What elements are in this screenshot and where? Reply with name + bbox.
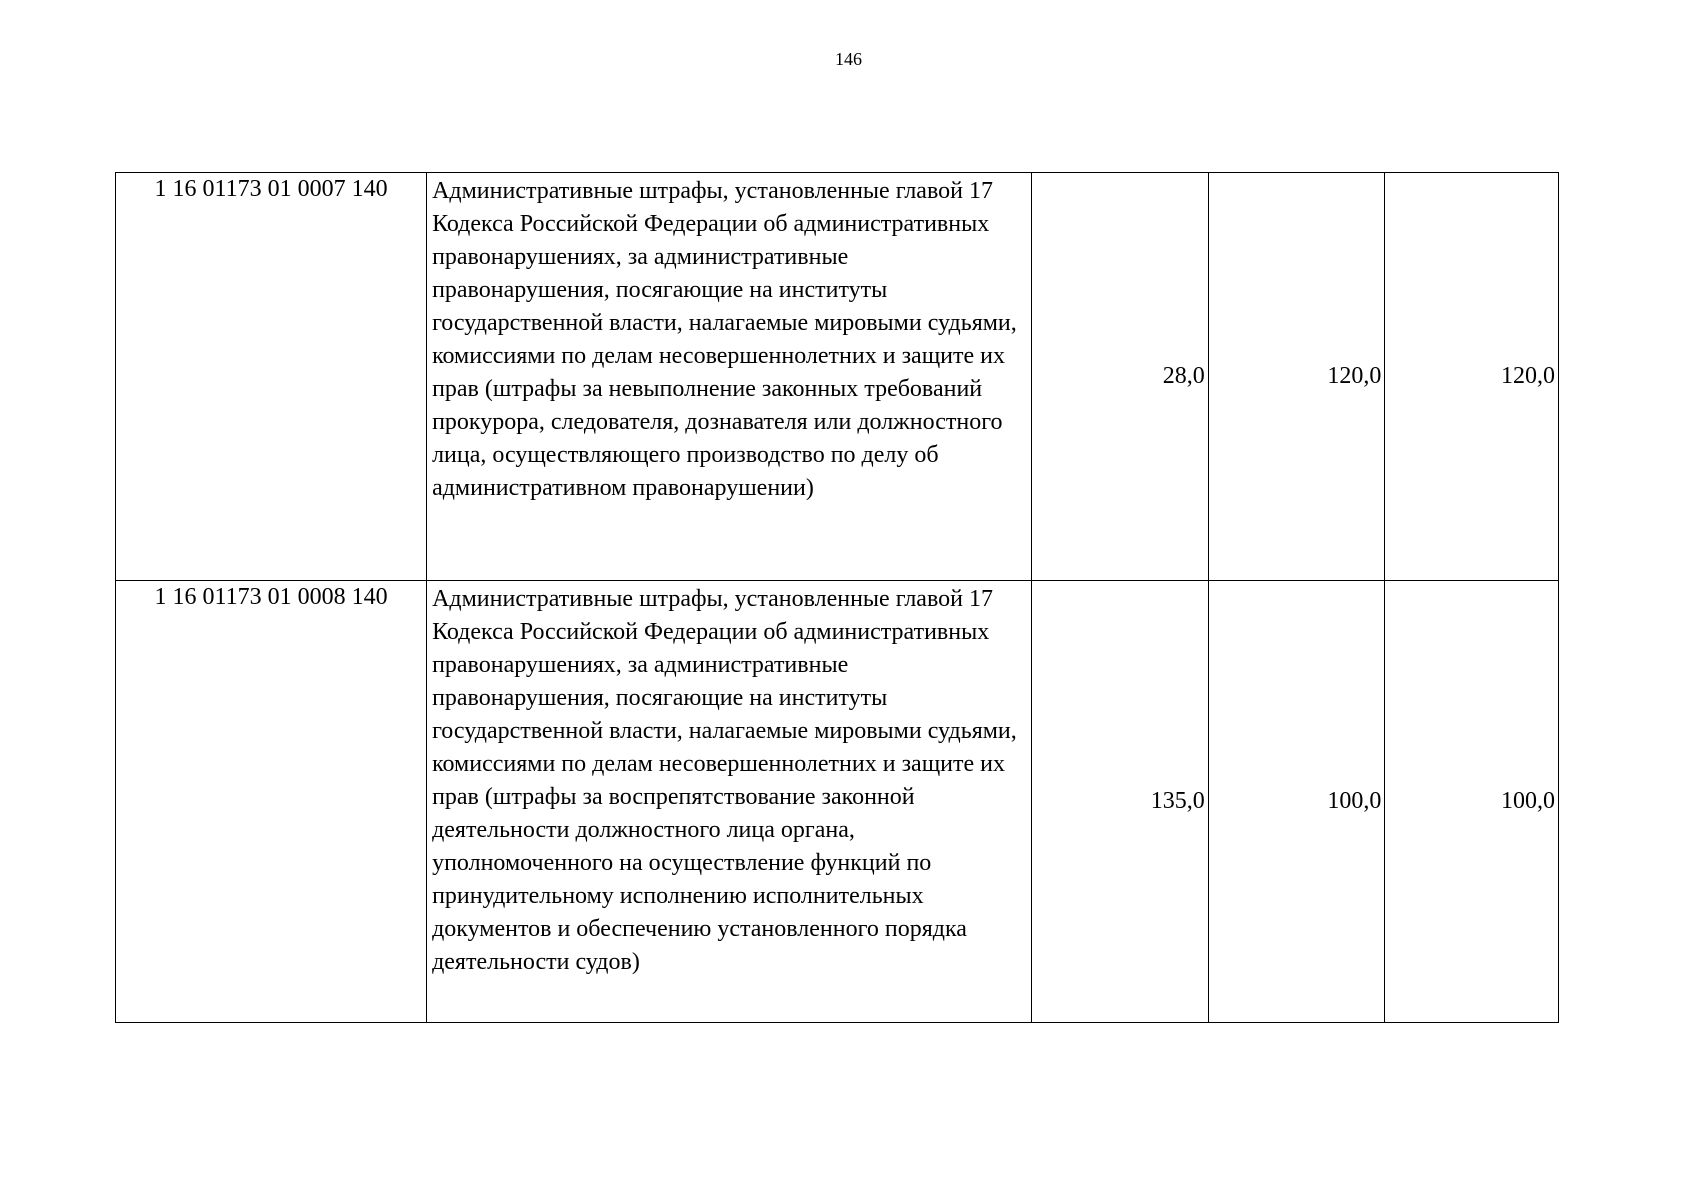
budget-classification-code: 1 16 01173 01 0007 140 — [116, 173, 427, 581]
amount-year-1: 28,0 — [1032, 173, 1209, 581]
amount-year-3: 100,0 — [1385, 581, 1559, 1023]
amount-year-3: 120,0 — [1385, 173, 1559, 581]
table-row — [116, 581, 1559, 1023]
amount-year-2: 100,0 — [1208, 581, 1385, 1023]
amount-year-2: 120,0 — [1208, 173, 1385, 581]
revenue-description: Административные штрафы, установленные главой 17 Кодекса Российской Федерации об административных правонарушениях, за административные правонарушения, посягающие на институты государственной власти, налагаемые мировыми судьями, комиссиями по делам несовершеннолетних и защите их прав (штрафы за невыполнение законных требований прокурора, следователя, дознавателя или должностного лица, осуществляющего производство по делу об административном правонарушении) — [427, 173, 1032, 581]
page-number: 146 — [835, 49, 862, 69]
revenue-table — [115, 172, 1559, 1023]
revenue-description: Административные штрафы, установленные главой 17 Кодекса Российской Федерации об административных правонарушениях, за административные правонарушения, посягающие на институты государственной власти, налагаемые мировыми судьями, комиссиями по делам несовершеннолетних и защите их прав (штрафы за воспрепятствование законной деятельности должностного лица органа, уполномоченного на осуществление функций по принудительному исполнению исполнительных документов и обеспечению установленного порядка деятельности судов) — [427, 581, 1032, 1023]
budget-classification-code: 1 16 01173 01 0008 140 — [116, 581, 427, 1023]
table-row — [116, 173, 1559, 581]
amount-year-1: 135,0 — [1032, 581, 1209, 1023]
